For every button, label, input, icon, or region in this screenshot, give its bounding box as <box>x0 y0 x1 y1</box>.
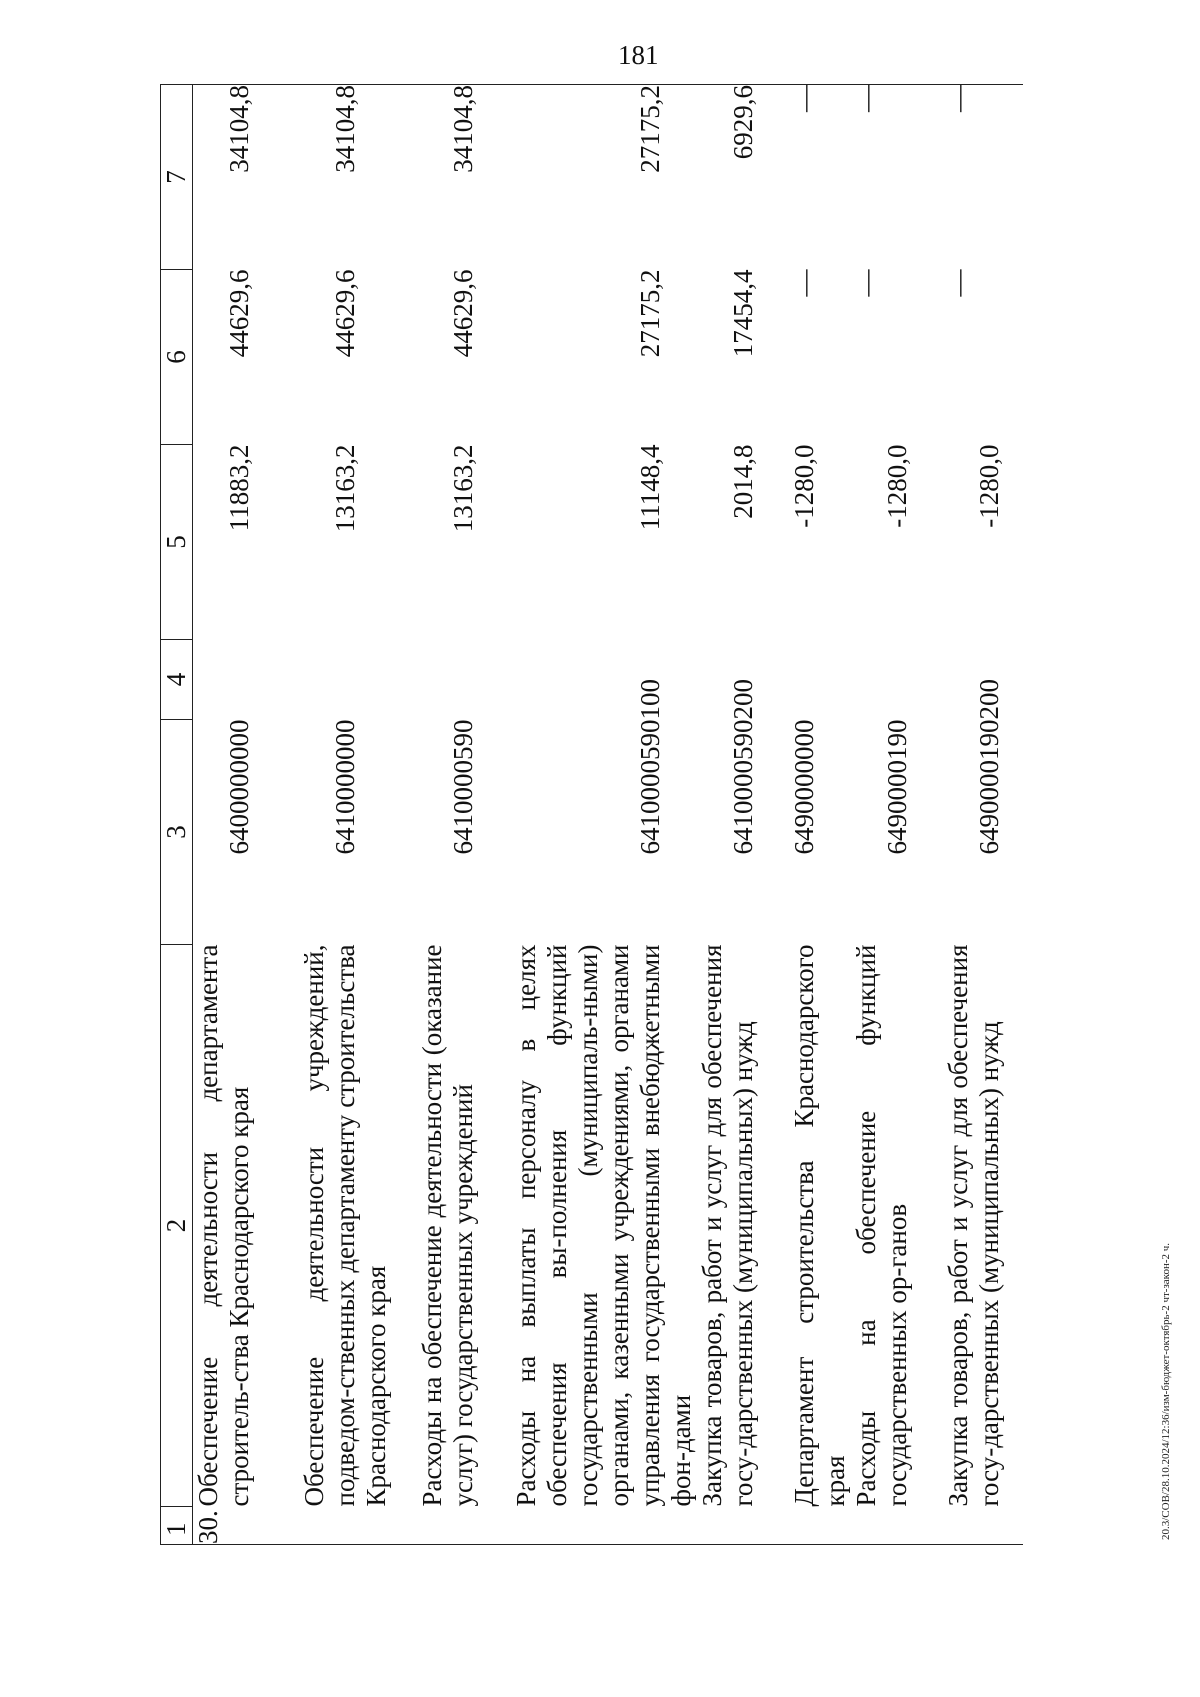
row-number <box>299 1507 417 1545</box>
row-number <box>943 1507 1023 1545</box>
row-name: Закупка товаров, работ и услуг для обеспечения госу-дарственных (муниципальных) нужд <box>697 944 758 1507</box>
header-cell: 1 <box>161 1507 193 1545</box>
row-vr <box>417 640 511 720</box>
table-row <box>851 85 943 1545</box>
table-row <box>943 85 1023 1545</box>
row-value-6: 17454,4 <box>728 269 758 358</box>
rotated-table-container <box>160 85 1040 1545</box>
row-name: Расходы на выплаты персоналу в целях обеспечения вы-полнения функций государственными (муниципаль-ными) органами, казенными учреждениями, органами управления государственными внебюджетными фон-дами <box>511 944 696 1507</box>
row-name: Департамент строительства Краснодарского края <box>789 944 850 1507</box>
row-value-5: 11883,2 <box>224 444 254 532</box>
table-row <box>193 85 300 1545</box>
budget-table <box>160 84 1023 1545</box>
row-name: Обеспечение деятельности учреждений, подведом-ственных департаменту строительства Краснодарского края <box>299 944 391 1507</box>
row-csr: 6410000000 <box>330 719 360 855</box>
row-value-7: — <box>943 85 1023 270</box>
row-value-6: — <box>789 269 819 297</box>
row-value-5: 13163,2 <box>330 444 360 533</box>
row-value-6: — <box>943 269 973 297</box>
row-vr: 200 <box>974 679 1004 720</box>
row-value-6: 44629,6 <box>448 269 478 358</box>
row-value-6: 27175,2 <box>635 269 665 358</box>
row-vr: 100 <box>635 679 665 720</box>
row-value-7: 34104,8 <box>417 85 511 270</box>
table-row <box>697 85 789 1545</box>
row-vr <box>299 640 417 720</box>
row-csr: 6410000590 <box>635 719 665 855</box>
table-row <box>417 85 511 1545</box>
row-csr: 6490000190 <box>882 719 912 855</box>
row-number <box>789 1507 851 1545</box>
row-value-6: — <box>851 269 881 297</box>
row-csr: 6400000000 <box>224 719 254 855</box>
header-cell: 5 <box>161 445 193 640</box>
row-value-7: 6929,6 <box>697 85 789 270</box>
row-number <box>697 1507 789 1545</box>
row-value-7: 34104,8 <box>193 85 300 270</box>
row-value-5: -1280,0 <box>789 444 819 528</box>
row-csr: 6410000590 <box>448 719 478 855</box>
row-number: 30. <box>193 1507 300 1545</box>
row-csr: 6490000000 <box>789 719 819 855</box>
row-value-6: 44629,6 <box>330 269 360 358</box>
row-vr <box>851 640 943 720</box>
row-number <box>511 1507 697 1545</box>
row-number <box>851 1507 943 1545</box>
table-row <box>789 85 851 1545</box>
row-value-7: 27175,2 <box>511 85 697 270</box>
table-header-row <box>161 85 193 1545</box>
row-value-7: 34104,8 <box>299 85 417 270</box>
row-csr: 6410000590 <box>728 719 758 855</box>
row-name: Обеспечение деятельности департамента строитель-ства Краснодарского края <box>193 944 254 1507</box>
row-name: Закупка товаров, работ и услуг для обеспечения госу-дарственных (муниципальных) нужд <box>943 944 1004 1507</box>
row-name: Расходы на обеспечение функций государственных ор-ганов <box>851 944 912 1507</box>
row-vr: 200 <box>728 679 758 720</box>
row-value-5: -1280,0 <box>974 444 1004 528</box>
row-vr <box>193 640 300 720</box>
row-value-5: 13163,2 <box>448 444 478 533</box>
header-cell: 3 <box>161 720 193 945</box>
row-value-5: 11148,4 <box>635 444 665 531</box>
row-number <box>417 1507 511 1545</box>
row-value-5: 2014,8 <box>728 444 758 519</box>
header-cell: 2 <box>161 945 193 1507</box>
row-csr: 6490000190 <box>974 719 1004 855</box>
document-footer-code: 20.3/СОВ/28.10.2024/12:36/изм-бюджет-октябрь-2 чт-закон-2 ч. <box>1160 1242 1172 1540</box>
row-value-5: -1280,0 <box>882 444 912 528</box>
row-value-6: 44629,6 <box>224 269 254 358</box>
row-name: Расходы на обеспечение деятельности (оказание услуг) государственных учреждений <box>417 944 478 1507</box>
header-cell: 6 <box>161 270 193 445</box>
page-number: 181 <box>618 40 659 70</box>
header-cell: 7 <box>161 85 193 270</box>
row-vr <box>789 640 851 720</box>
row-value-7: — <box>789 85 851 270</box>
row-value-7: — <box>851 85 943 270</box>
header-cell: 4 <box>161 640 193 720</box>
table-row <box>511 85 697 1545</box>
table-row <box>299 85 417 1545</box>
